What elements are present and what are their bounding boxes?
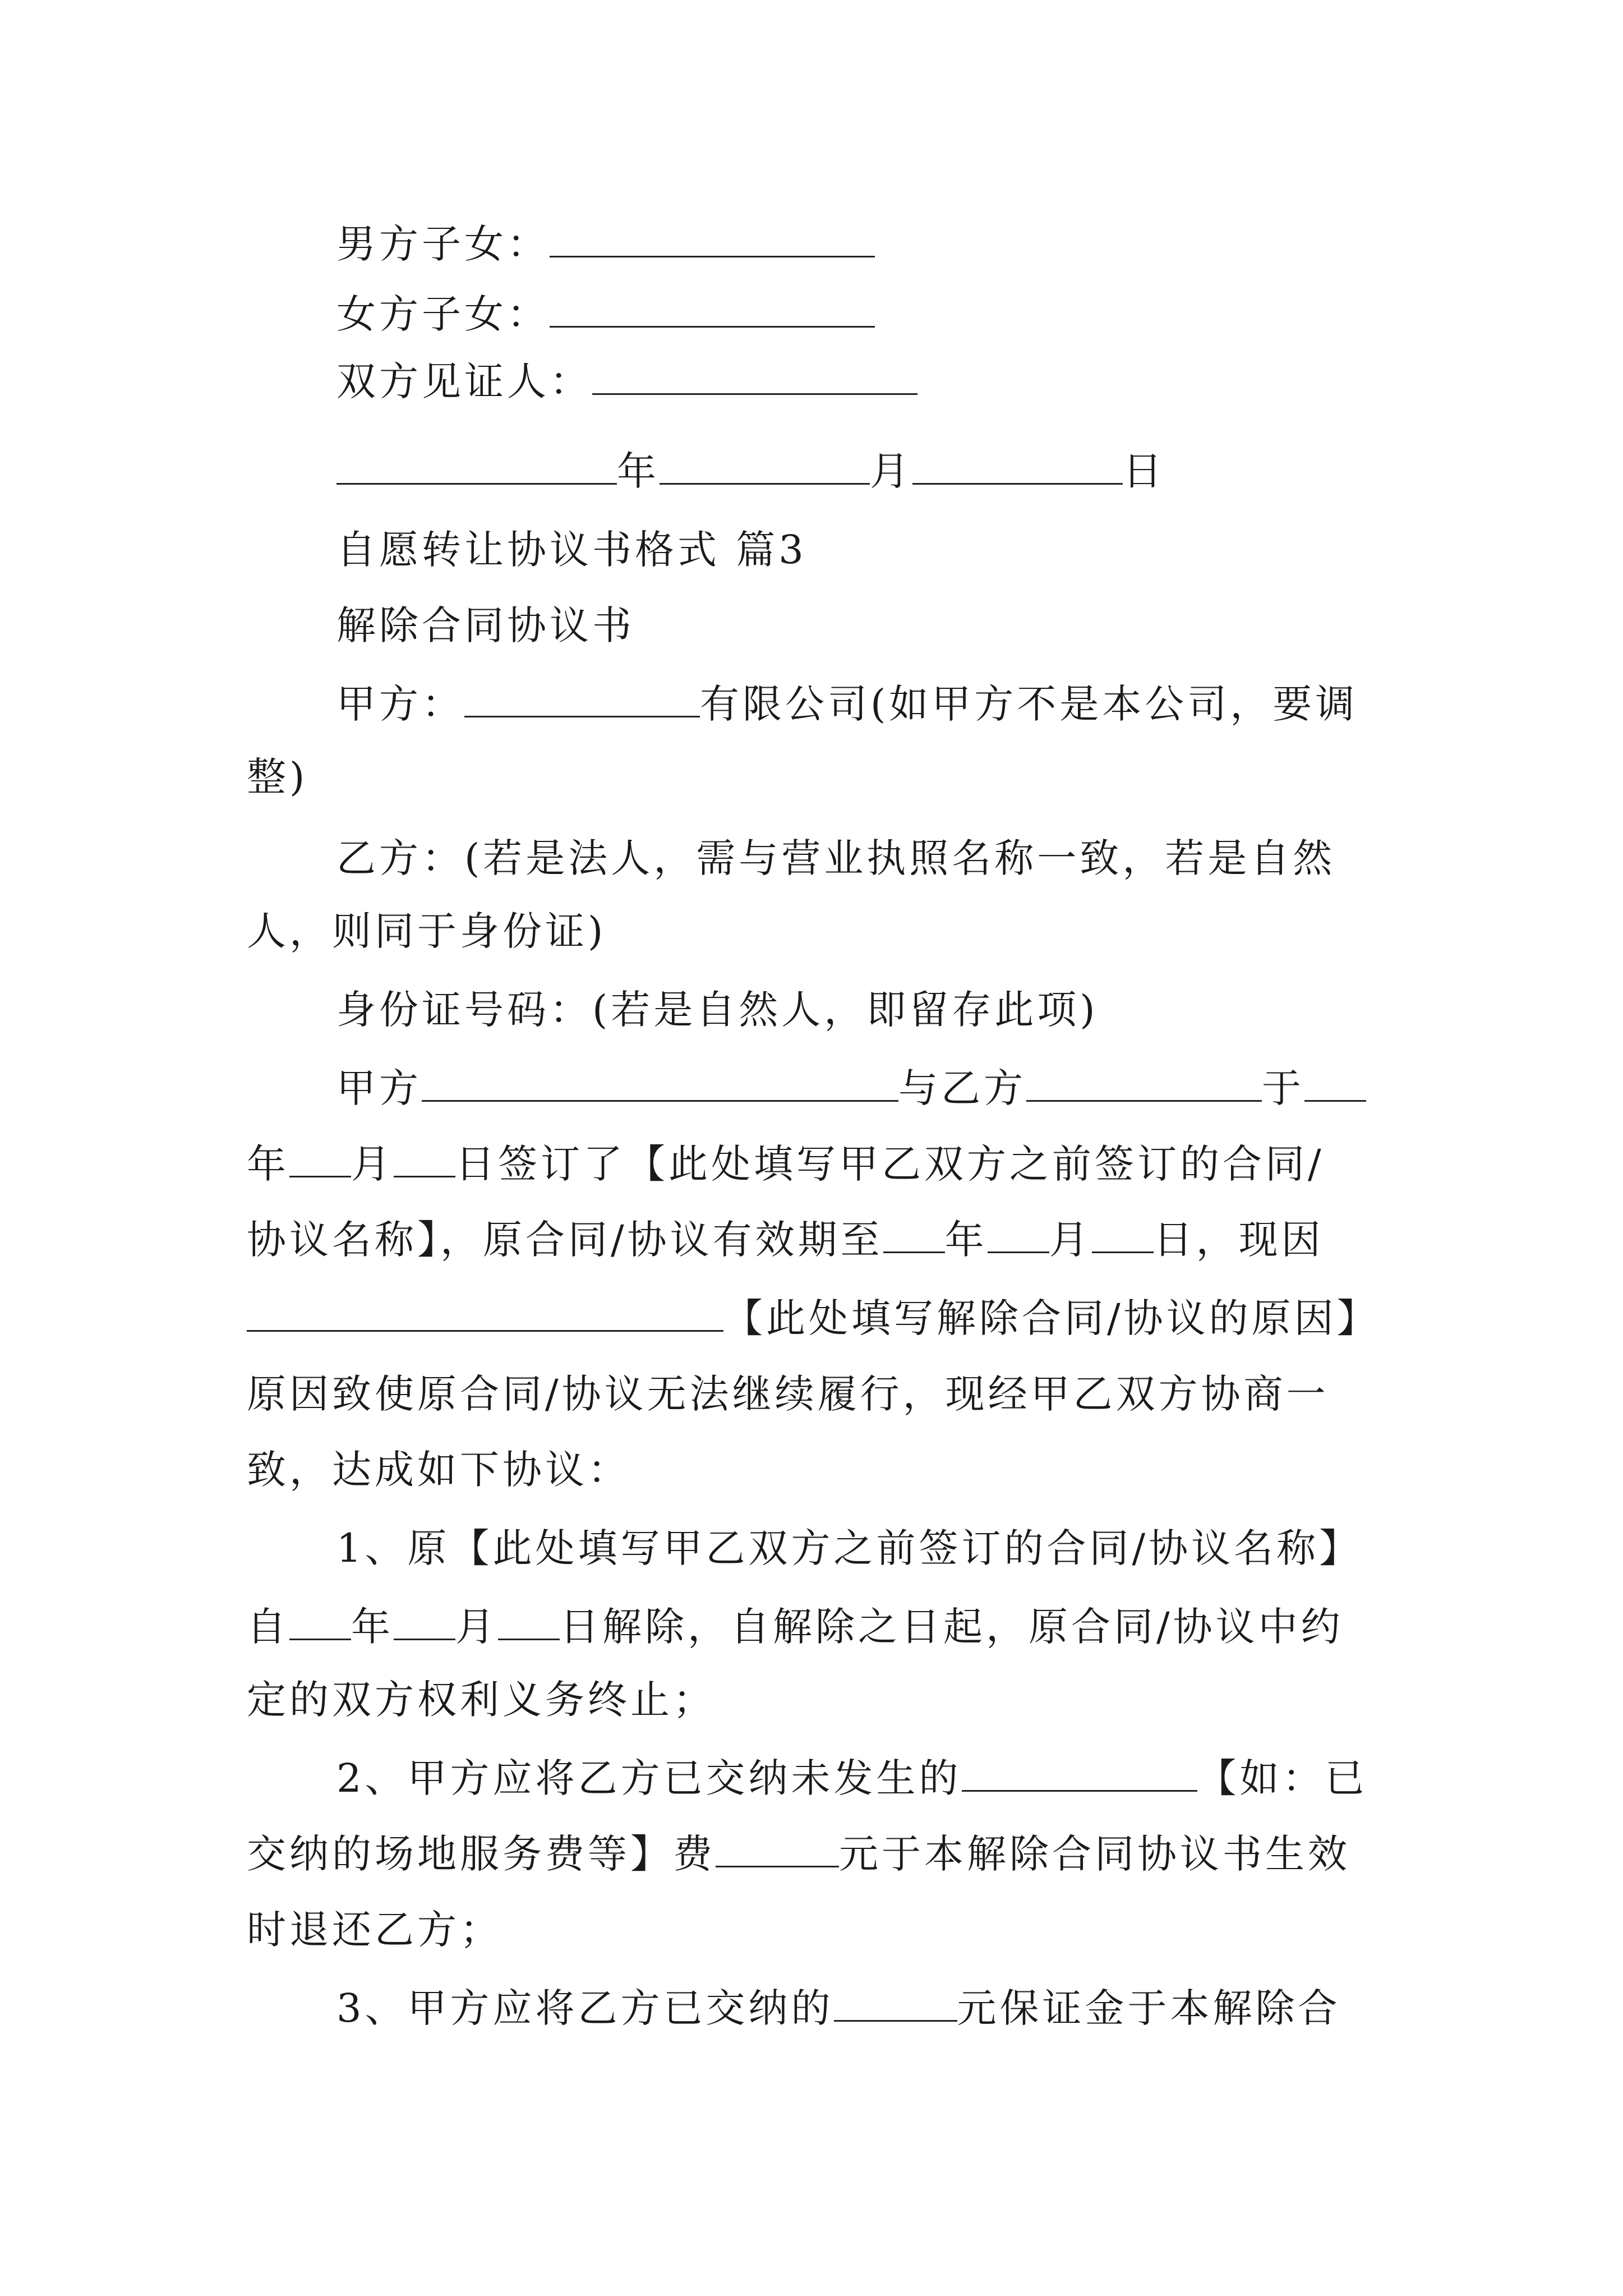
sign-month-label: 月 (351, 1141, 394, 1187)
agreement-intro: 致，达成如下协议： (247, 1447, 630, 1493)
clause-1-day-blank[interactable] (498, 1604, 560, 1640)
clause-1-from: 自 (247, 1604, 289, 1650)
party-a-blank[interactable] (464, 681, 700, 717)
party-b-line: 乙方：(若是法人，需与营业执照名称一致，若是自然 (336, 835, 1336, 881)
day-label: 日 (1123, 448, 1165, 494)
validity-month-label: 月 (1049, 1217, 1092, 1263)
clause-1-line: 1、原【此处填写甲乙双方之前签订的合同/协议名称】 (336, 1525, 1362, 1571)
clause-1-month-blank[interactable] (394, 1604, 455, 1640)
party-a-note: 有限公司(如甲方不是本公司，要调 (700, 681, 1358, 727)
party-a-text: 甲方 (336, 1065, 422, 1111)
witness-label: 双方见证人： (336, 358, 592, 404)
party-a-line (336, 676, 1358, 732)
party-a-name-blank[interactable] (422, 1065, 898, 1102)
sign-month-blank[interactable] (289, 1141, 351, 1177)
clause-1-text: 日解除，自解除之日起，原合同/协议中约 (560, 1604, 1344, 1650)
female-children-blank[interactable] (550, 291, 875, 328)
clause-3-cont: 元保证金于本解除合 (957, 1985, 1341, 2031)
month-blank[interactable] (660, 448, 870, 485)
reason-blank[interactable] (247, 1295, 723, 1332)
male-children-line (336, 216, 875, 272)
reason-hint: 【此处填写解除合同/协议的原因】 (723, 1295, 1380, 1341)
validity-month-blank[interactable] (988, 1217, 1049, 1253)
clause-1-year-label: 年 (351, 1604, 394, 1650)
clause-1-month-label: 月 (455, 1604, 498, 1650)
sign-day-text: 日签订了【此处填写甲乙双方之前签订的合同/ (455, 1141, 1325, 1187)
document-title: 解除合同协议书 (336, 602, 635, 648)
month-label: 月 (870, 448, 912, 494)
witness-line (336, 353, 917, 409)
validity-day-text: 日，现因 (1153, 1217, 1324, 1263)
clause-2-fee-blank[interactable] (962, 1755, 1197, 1792)
clause-1-cont: 定的双方权利义务终止； (247, 1677, 716, 1723)
section-title: 自愿转让协议书格式 篇3 (336, 527, 807, 573)
clause-2-amount-line (247, 1826, 1350, 1882)
party-a-label: 甲方： (336, 681, 464, 727)
clause-2-cont: 时退还乙方； (247, 1907, 502, 1953)
party-a-note-cont: 整) (247, 754, 308, 800)
clause-2-fee-text: 交纳的场地服务费等】费 (247, 1831, 716, 1877)
clause-2-refund-text: 元于本解除合同协议书生效 (839, 1831, 1350, 1877)
signing-date-line (247, 1136, 1325, 1192)
male-children-label: 男方子女： (336, 221, 550, 267)
validity-year-blank[interactable] (883, 1217, 945, 1253)
clause-1-date-line (247, 1599, 1344, 1655)
party-b-line-cont: 人，则同于身份证) (247, 908, 607, 954)
clause-2-amount-blank[interactable] (716, 1831, 839, 1867)
clause-3-text: 3、甲方应将乙方已交纳的 (336, 1985, 834, 2031)
on-text: 于 (1262, 1065, 1304, 1111)
validity-year-label: 年 (944, 1217, 988, 1263)
clause-3-deposit-blank[interactable] (834, 1985, 957, 2022)
clause-1-year-blank[interactable] (289, 1604, 351, 1640)
validity-day-blank[interactable] (1092, 1217, 1154, 1253)
validity-text: 协议名称】，原合同/协议有效期至 (247, 1217, 883, 1263)
id-number-line: 身份证号码：(若是自然人，即留存此项) (336, 987, 1099, 1033)
clause-2-line (336, 1750, 1368, 1806)
witness-blank[interactable] (592, 358, 917, 395)
party-b-name-blank[interactable] (1026, 1065, 1262, 1102)
party-b-text: 与乙方 (898, 1065, 1026, 1111)
clause-2-hint: 【如：已 (1197, 1755, 1368, 1801)
year-blank[interactable] (336, 448, 617, 485)
reason-cont-line: 原因致使原合同/协议无法继续履行，现经甲乙双方协商一 (247, 1371, 1329, 1417)
validity-line (247, 1212, 1324, 1268)
female-children-line (336, 286, 875, 342)
female-children-label: 女方子女： (336, 291, 550, 337)
clause-2-text: 2、甲方应将乙方已交纳未发生的 (336, 1755, 962, 1801)
sign-day-blank[interactable] (394, 1141, 455, 1177)
signing-line (336, 1060, 1366, 1116)
year-label: 年 (617, 448, 660, 494)
sign-year-blank-start[interactable] (1304, 1065, 1366, 1102)
date-line (336, 443, 1165, 499)
day-blank[interactable] (912, 448, 1123, 485)
male-children-blank[interactable] (550, 221, 875, 257)
clause-3-line (336, 1980, 1341, 2036)
sign-year-label: 年 (247, 1141, 289, 1187)
reason-line (247, 1290, 1380, 1346)
